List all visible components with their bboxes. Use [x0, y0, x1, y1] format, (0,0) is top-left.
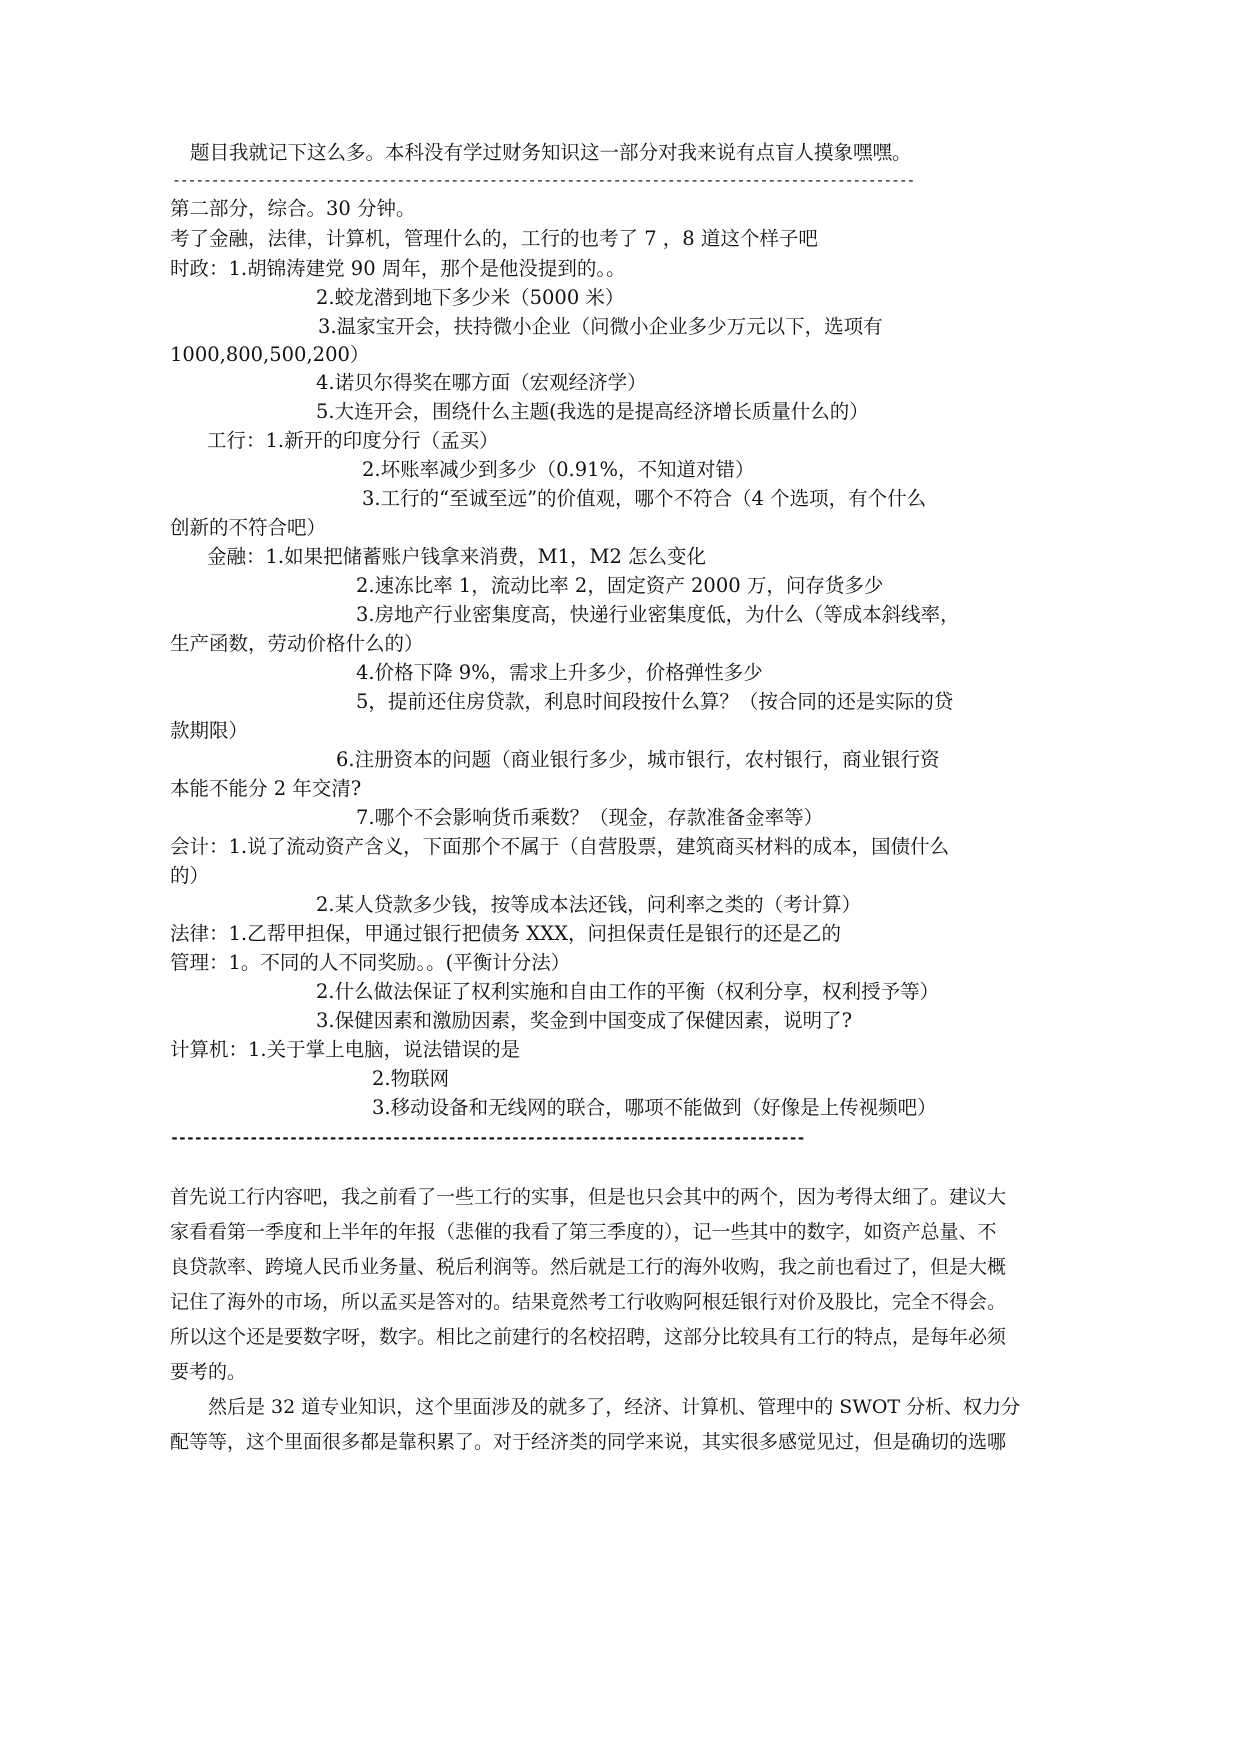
guanli-q2: 2.什么做法保证了权利实施和自由工作的平衡（权利分享，权利授予等）	[316, 980, 940, 1003]
closing-p1-line: 良贷款率、跨境人民币业务量、税后利润等。然后就是工行的海外收购，我之前也看过了，但是大概	[170, 1256, 1007, 1278]
intro-line: 题目我就记下这么多。本科没有学过财务知识这一部分对我来说有点盲人摸象嘿嘿。	[190, 141, 912, 164]
jinrong-q4: 4.价格下降 9%，需求上升多少，价格弹性多少	[356, 661, 763, 684]
closing-p2-line: 配等等，这个里面很多都是靠积累了。对于经济类的同学来说，其实很多感觉见过，但是确切的选哪	[170, 1431, 1007, 1453]
guanli-q1: 管理：1。不同的人不同奖励。。(平衡计分法）	[170, 951, 571, 974]
section-summary: 考了金融，法律，计算机，管理什么的，工行的也考了 7 ，8 道这个样子吧	[170, 227, 818, 250]
gonghang-q2: 2.坏账率减少到多少（0.91%，不知道对错）	[362, 458, 755, 481]
shizheng-q4: 4.诺贝尔得奖在哪方面（宏观经济学）	[316, 371, 647, 394]
jinrong-q7: 7.哪个不会影响货币乘数？（现金，存款准备金率等）	[356, 806, 824, 829]
kuaiji-q1-line1: 会计：1.说了流动资产含义，下面那个不属于（自营股票，建筑商买材料的成本，国债什么	[170, 835, 950, 858]
gonghang-q3-line1: 3.工行的“至诚至远”的价值观，哪个不符合（4 个选项，有个什么	[362, 487, 927, 510]
shizheng-q1: 时政：1.胡锦涛建党 90 周年，那个是他没提到的。。	[170, 257, 626, 280]
shizheng-q2: 2.蛟龙潜到地下多少米（5000 米）	[316, 286, 625, 309]
jisuanji-q2: 2.物联网	[372, 1067, 450, 1090]
closing-p1-line: 记住了海外的市场，所以孟买是答对的。结果竟然考工行收购阿根廷银行对价及股比，完全不得会。	[170, 1291, 1007, 1313]
separator: --------------------------------------------------------------------------------	[170, 1129, 805, 1147]
jinrong-q3-line2: 生产函数，劳动价格什么的）	[170, 632, 424, 655]
closing-p1-line: 要考的。	[170, 1361, 247, 1383]
shizheng-q3-line1: 3.温家宝开会，扶持微小企业（问微小企业多少万元以下，选项有	[318, 315, 883, 338]
jisuanji-q1: 计算机：1.关于掌上电脑，说法错误的是	[170, 1038, 521, 1061]
gonghang-q1: 工行：1.新开的印度分行（孟买）	[207, 429, 499, 452]
jisuanji-q3: 3.移动设备和无线网的联合，哪项不能做到（好像是上传视频吧）	[372, 1096, 937, 1119]
section-title: 第二部分，综合。30 分钟。	[170, 197, 416, 220]
gonghang-q3-line2: 创新的不符合吧）	[170, 516, 327, 539]
jinrong-q5-line1: 5，提前还住房贷款，利息时间段按什么算？（按合同的还是实际的贷	[356, 690, 954, 713]
closing-p1-line: 家看看第一季度和上半年的年报（悲催的我看了第三季度的），记一些其中的数字，如资产总量、不	[170, 1221, 997, 1243]
jinrong-q2: 2.速冻比率 1，流动比率 2，固定资产 2000 万，问存货多少	[356, 574, 884, 597]
kuaiji-q2: 2.某人贷款多少钱，按等成本法还钱，问利率之类的（考计算）	[316, 893, 862, 916]
shizheng-q3-line2: 1000,800,500,200）	[170, 343, 370, 366]
jinrong-q1: 金融：1.如果把储蓄账户钱拿来消费，M1，M2 怎么变化	[207, 545, 707, 568]
shizheng-q5: 5.大连开会，围绕什么主题(我选的是提高经济增长质量什么的）	[316, 400, 869, 423]
jinrong-q6-line2: 本能不能分 2 年交清?	[170, 777, 362, 800]
separator: ------------------------------------------------------------------------------------------------	[172, 171, 915, 189]
falv-q1: 法律：1.乙帮甲担保，甲通过银行把债务 XXX，问担保责任是银行的还是乙的	[170, 922, 841, 945]
kuaiji-q1-line2: 的）	[170, 864, 210, 887]
closing-p1-line: 所以这个还是要数字呀，数字。相比之前建行的名校招聘，这部分比较具有工行的特点，是每年必须	[170, 1326, 1007, 1348]
closing-p2-line: 然后是 32 道专业知识，这个里面涉及的就多了，经济、计算机、管理中的 SWOT 分析、权力分	[208, 1396, 1021, 1418]
jinrong-q6-line1: 6.注册资本的问题（商业银行多少，城市银行，农村银行，商业银行资	[336, 748, 940, 771]
jinrong-q3-line1: 3.房地产行业密集度高，快递行业密集度低，为什么（等成本斜线率，	[356, 603, 960, 626]
guanli-q3: 3.保健因素和激励因素，奖金到中国变成了保健因素，说明了?	[316, 1009, 853, 1032]
closing-p1-line: 首先说工行内容吧，我之前看了一些工行的实事，但是也只会其中的两个，因为考得太细了。建议大	[170, 1186, 1007, 1208]
jinrong-q5-line2: 款期限）	[170, 719, 249, 742]
